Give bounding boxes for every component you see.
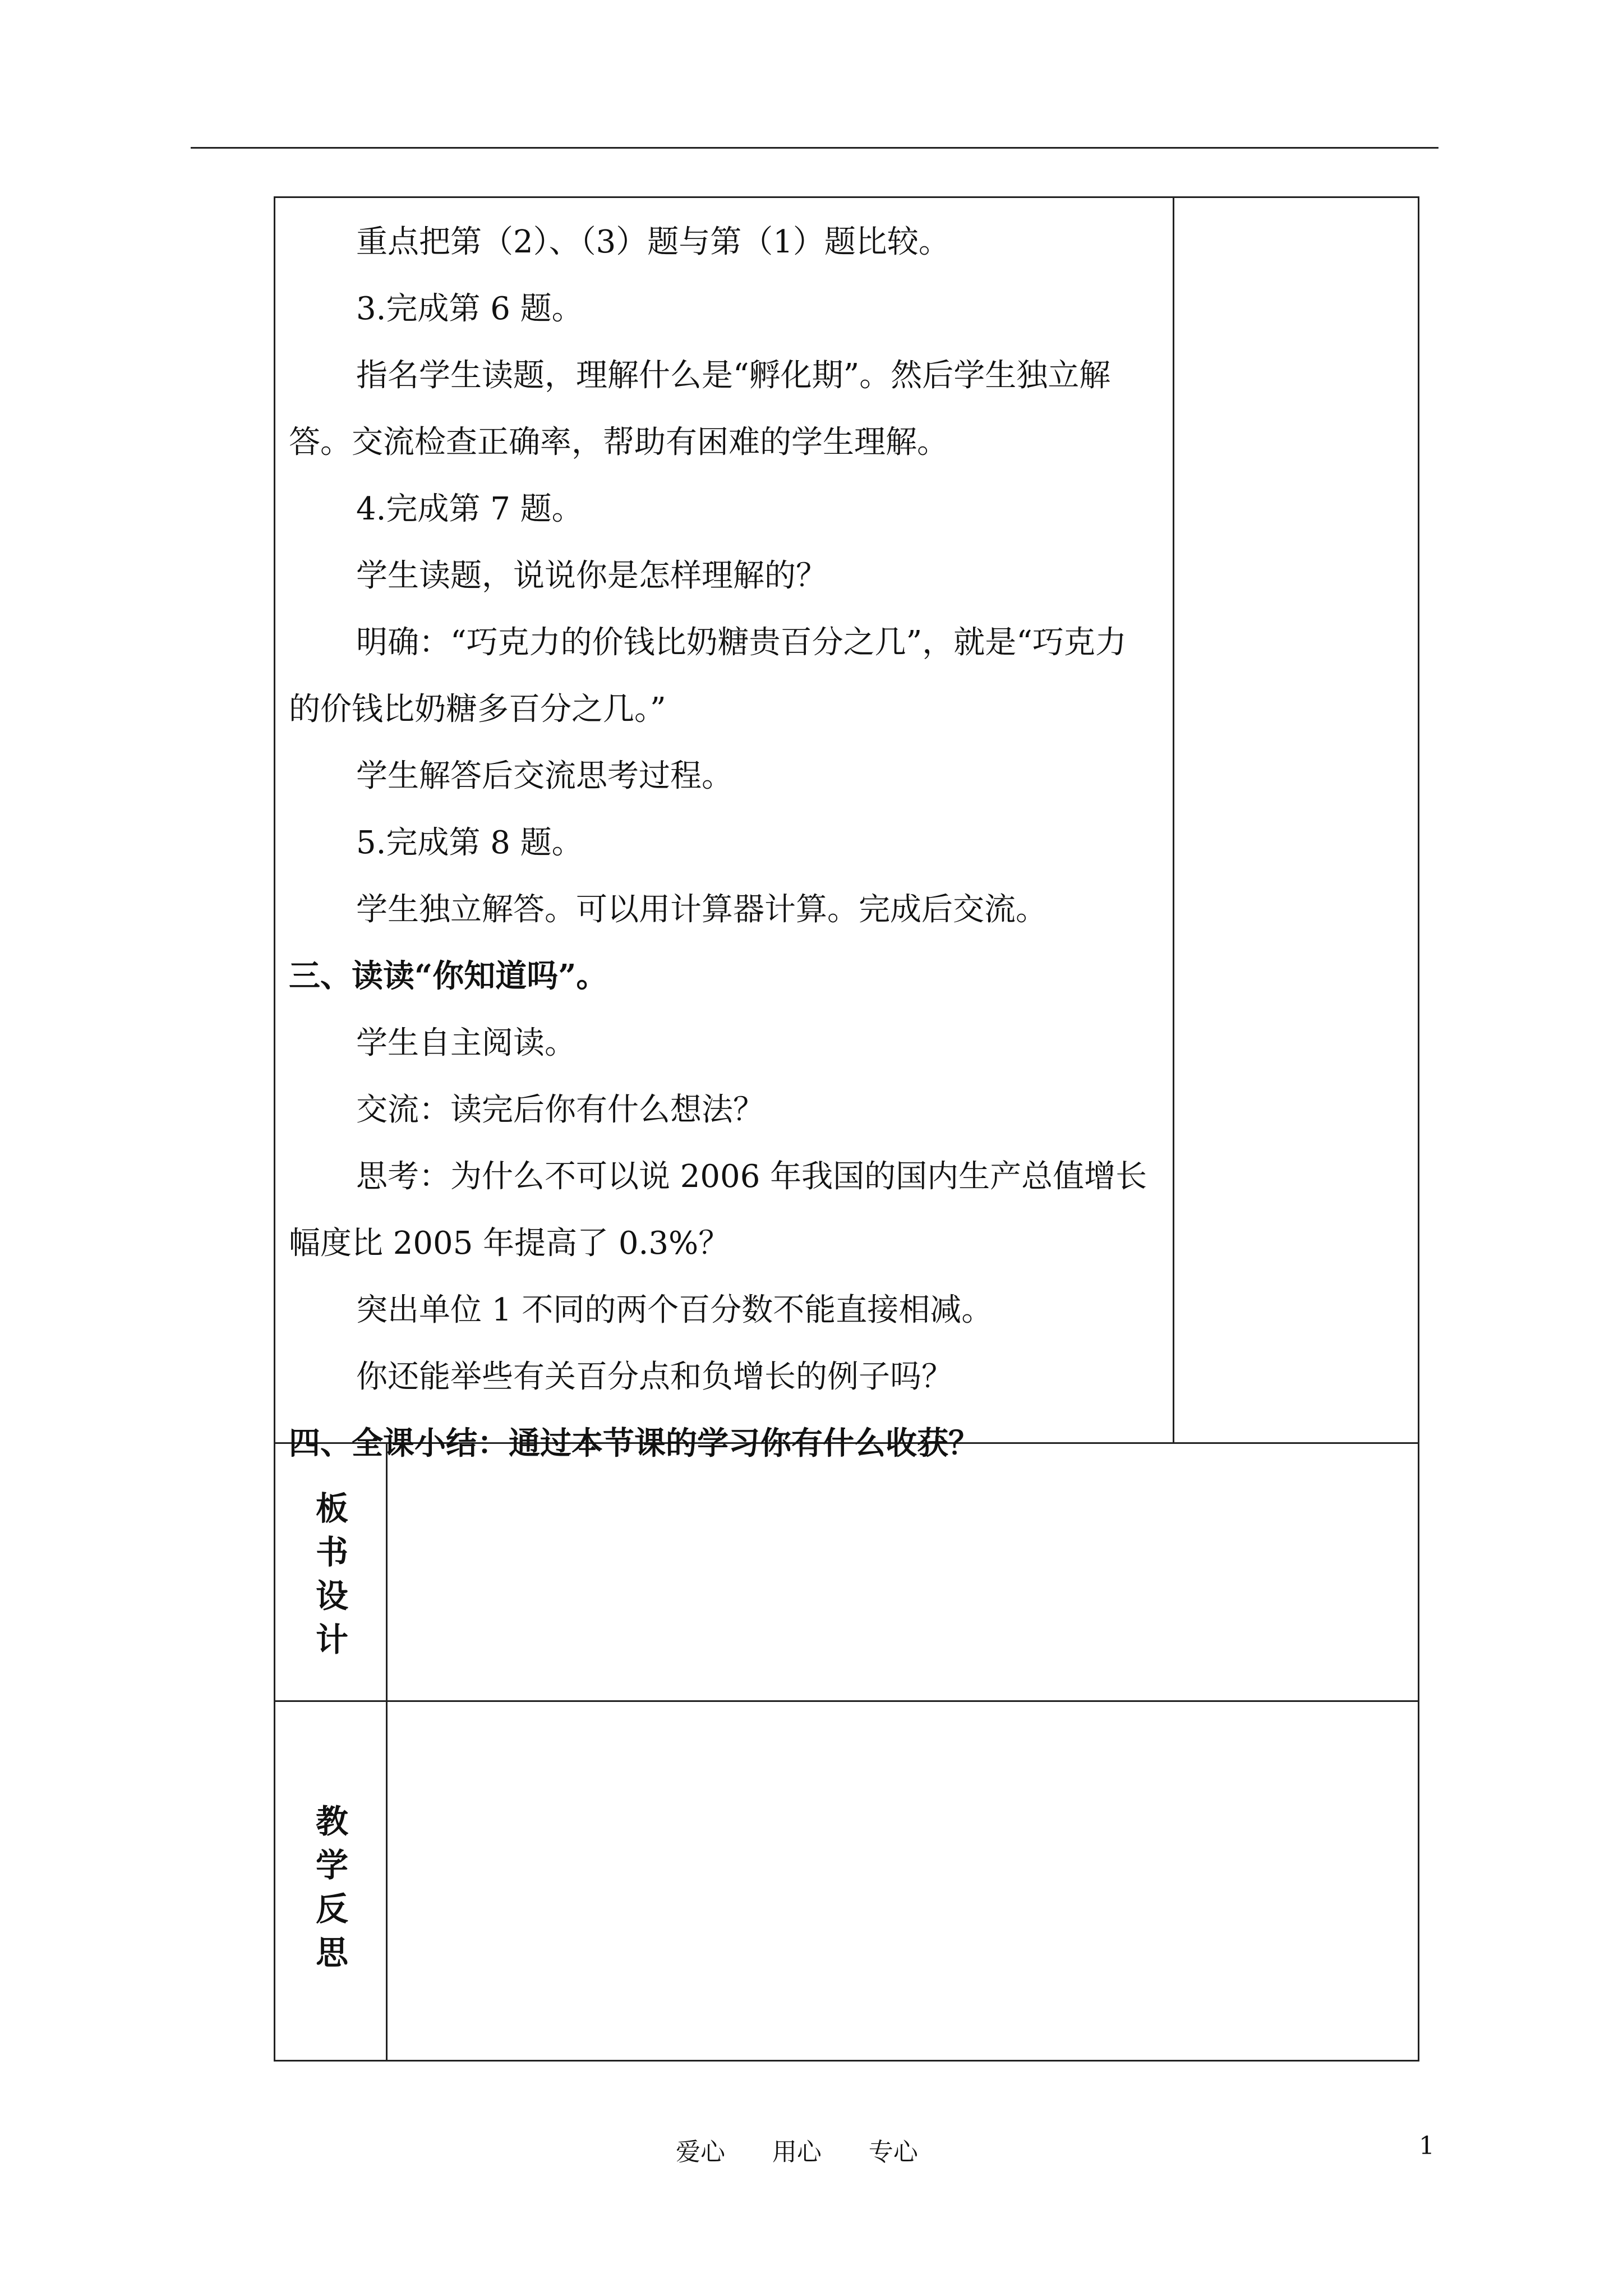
label-char: 书 xyxy=(315,1533,348,1571)
body-line: 你还能举些有关百分点和负增长的例子吗？ xyxy=(356,1359,953,1395)
body-line: 4.完成第 7 题。 xyxy=(356,491,583,527)
body-line: 答。交流检查正确率，帮助有困难的学生理解。 xyxy=(289,424,948,461)
body-line: 交流：读完后你有什么想法？ xyxy=(356,1092,764,1128)
row-divider-reflection xyxy=(274,1700,1419,1702)
body-line: 突出单位 1 不同的两个百分数不能直接相减。 xyxy=(356,1292,993,1328)
notes-column-divider xyxy=(1173,196,1174,1443)
label-char: 思 xyxy=(315,1934,348,1972)
body-line: 明确：“巧克力的价钱比奶糖贵百分之几”，就是“巧克力 xyxy=(356,624,1127,661)
body-line: 学生解答后交流思考过程。 xyxy=(356,758,733,794)
label-char: 反 xyxy=(315,1890,348,1928)
body-line: 学生独立解答。可以用计算器计算。完成后交流。 xyxy=(356,891,1047,928)
header-rule xyxy=(191,147,1438,149)
body-line: 指名学生读题，理解什么是“孵化期”。然后学生独立解 xyxy=(356,357,1111,394)
section-heading: 三、读读“你知道吗”。 xyxy=(289,958,608,995)
body-line: 3.完成第 6 题。 xyxy=(356,291,583,327)
label-char: 学 xyxy=(315,1846,348,1884)
body-line: 重点把第（2）、（3）题与第（1）题比较。 xyxy=(356,224,950,260)
label-char: 计 xyxy=(315,1621,348,1659)
lesson-body xyxy=(289,209,1161,1477)
body-line: 思考：为什么不可以说 2006 年我国的国内生产总值增长 xyxy=(356,1158,1147,1195)
body-line: 幅度比 2005 年提高了 0.3%？ xyxy=(289,1225,730,1262)
section-heading: 四、全课小结：通过本节课的学习你有什么收获？ xyxy=(289,1425,980,1462)
body-line: 学生自主阅读。 xyxy=(356,1025,576,1061)
board-design-label xyxy=(276,1487,388,1662)
label-char: 设 xyxy=(315,1577,348,1615)
body-line: 学生读题，说说你是怎样理解的？ xyxy=(356,558,827,594)
footer-motto: 爱心 用心 专心 xyxy=(676,2138,918,2166)
label-char: 教 xyxy=(315,1802,348,1841)
body-line: 的价钱比奶糖多百分之几。” xyxy=(289,691,666,728)
page-number: 1 xyxy=(1419,2132,1435,2160)
body-line: 5.完成第 8 题。 xyxy=(356,825,583,861)
label-char: 板 xyxy=(315,1489,348,1527)
teaching-reflection-label xyxy=(276,1800,388,1975)
